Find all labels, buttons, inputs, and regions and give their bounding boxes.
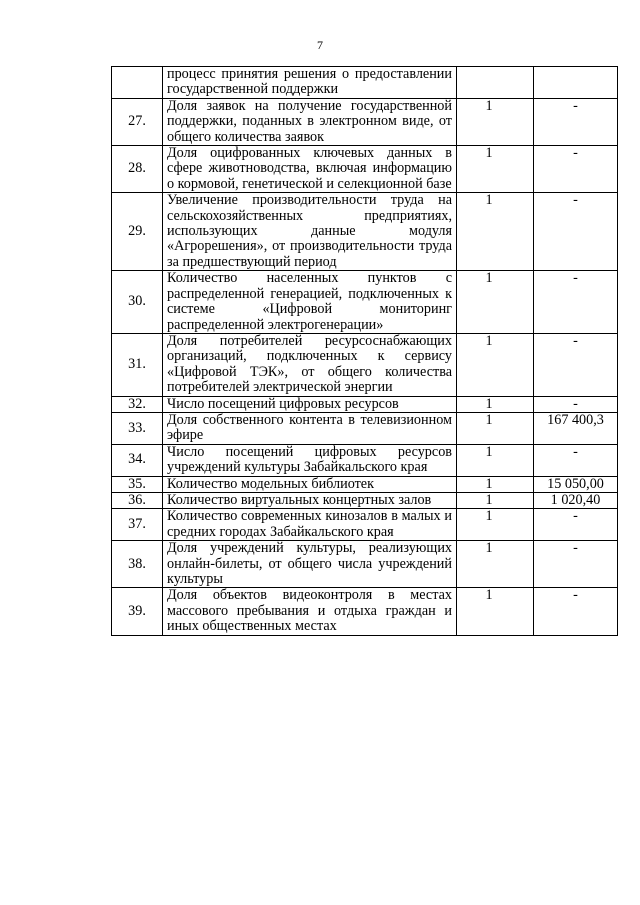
table-row bbox=[112, 98, 618, 145]
row-number: 27. bbox=[112, 98, 163, 145]
indicator-unit: 1 bbox=[457, 412, 534, 444]
row-number: 34. bbox=[112, 444, 163, 476]
indicator-unit bbox=[457, 67, 534, 99]
row-number: 32. bbox=[112, 396, 163, 412]
indicator-unit: 1 bbox=[457, 98, 534, 145]
row-number: 35. bbox=[112, 476, 163, 492]
row-number: 28. bbox=[112, 146, 163, 193]
table-row bbox=[112, 412, 618, 444]
table-row bbox=[112, 193, 618, 271]
indicator-name: Доля оцифрованных ключевых данных в сфере животноводства, включая информацию о кормовой, генетической и селекционной базе bbox=[163, 146, 457, 193]
row-number bbox=[112, 67, 163, 99]
indicator-value: - bbox=[534, 588, 618, 635]
table-row bbox=[112, 333, 618, 396]
indicator-name: Доля потребителей ресурсоснабжающих организаций, подключенных к сервису «Цифровой ТЭК», от общего количества потребителей электрической энергии bbox=[163, 333, 457, 396]
indicators-table bbox=[111, 66, 618, 636]
indicator-name: Количество модельных библиотек bbox=[163, 476, 457, 492]
indicator-name: Увеличение производительности труда на сельскохозяйственных предприятиях, использующих данные модуля «Агрорешения», от производительности труда за предшествующий период bbox=[163, 193, 457, 271]
row-number: 31. bbox=[112, 333, 163, 396]
indicator-value: - bbox=[534, 541, 618, 588]
indicator-name: Доля объектов видеоконтроля в местах массового пребывания и отдыха граждан и иных общественных местах bbox=[163, 588, 457, 635]
row-number: 36. bbox=[112, 492, 163, 508]
indicator-name: Количество населенных пунктов с распределенной генерацией, подключенных к системе «Цифровой мониторинг распределенной электрогенерации» bbox=[163, 271, 457, 334]
table-row bbox=[112, 396, 618, 412]
indicator-name: Количество современных кинозалов в малых и средних городах Забайкальского края bbox=[163, 509, 457, 541]
indicator-unit: 1 bbox=[457, 509, 534, 541]
indicator-unit: 1 bbox=[457, 588, 534, 635]
table-row bbox=[112, 492, 618, 508]
table-row bbox=[112, 146, 618, 193]
indicator-name: Доля заявок на получение государственной поддержки, поданных в электронном виде, от общего количества заявок bbox=[163, 98, 457, 145]
indicator-name: Количество виртуальных концертных залов bbox=[163, 492, 457, 508]
indicator-name: Доля учреждений культуры, реализующих онлайн-билеты, от общего числа учреждений культуры bbox=[163, 541, 457, 588]
table-row bbox=[112, 588, 618, 635]
indicator-value: - bbox=[534, 333, 618, 396]
indicator-unit: 1 bbox=[457, 193, 534, 271]
row-number: 30. bbox=[112, 271, 163, 334]
table-row bbox=[112, 541, 618, 588]
indicator-name: процесс принятия решения о предоставлении государственной поддержки bbox=[163, 67, 457, 99]
indicator-value: - bbox=[534, 98, 618, 145]
indicator-value: - bbox=[534, 444, 618, 476]
indicator-unit: 1 bbox=[457, 444, 534, 476]
indicator-name: Число посещений цифровых ресурсов bbox=[163, 396, 457, 412]
indicator-value: - bbox=[534, 271, 618, 334]
row-number: 29. bbox=[112, 193, 163, 271]
indicator-name: Число посещений цифровых ресурсов учреждений культуры Забайкальского края bbox=[163, 444, 457, 476]
indicator-value: - bbox=[534, 509, 618, 541]
indicator-unit: 1 bbox=[457, 541, 534, 588]
indicator-unit: 1 bbox=[457, 396, 534, 412]
indicator-value: - bbox=[534, 146, 618, 193]
indicator-unit: 1 bbox=[457, 492, 534, 508]
indicator-value: - bbox=[534, 193, 618, 271]
indicator-value: 15 050,00 bbox=[534, 476, 618, 492]
table-row bbox=[112, 444, 618, 476]
indicator-unit: 1 bbox=[457, 146, 534, 193]
indicator-unit: 1 bbox=[457, 476, 534, 492]
indicator-value bbox=[534, 67, 618, 99]
indicator-name: Доля собственного контента в телевизионном эфире bbox=[163, 412, 457, 444]
table-row bbox=[112, 509, 618, 541]
row-number: 39. bbox=[112, 588, 163, 635]
indicator-value: 1 020,40 bbox=[534, 492, 618, 508]
row-number: 37. bbox=[112, 509, 163, 541]
table-row bbox=[112, 271, 618, 334]
row-number: 38. bbox=[112, 541, 163, 588]
table-row bbox=[112, 67, 618, 99]
indicator-unit: 1 bbox=[457, 333, 534, 396]
indicator-value: - bbox=[534, 396, 618, 412]
row-number: 33. bbox=[112, 412, 163, 444]
page-number: 7 bbox=[317, 38, 323, 52]
indicator-unit: 1 bbox=[457, 271, 534, 334]
table-row bbox=[112, 476, 618, 492]
indicator-value: 167 400,3 bbox=[534, 412, 618, 444]
